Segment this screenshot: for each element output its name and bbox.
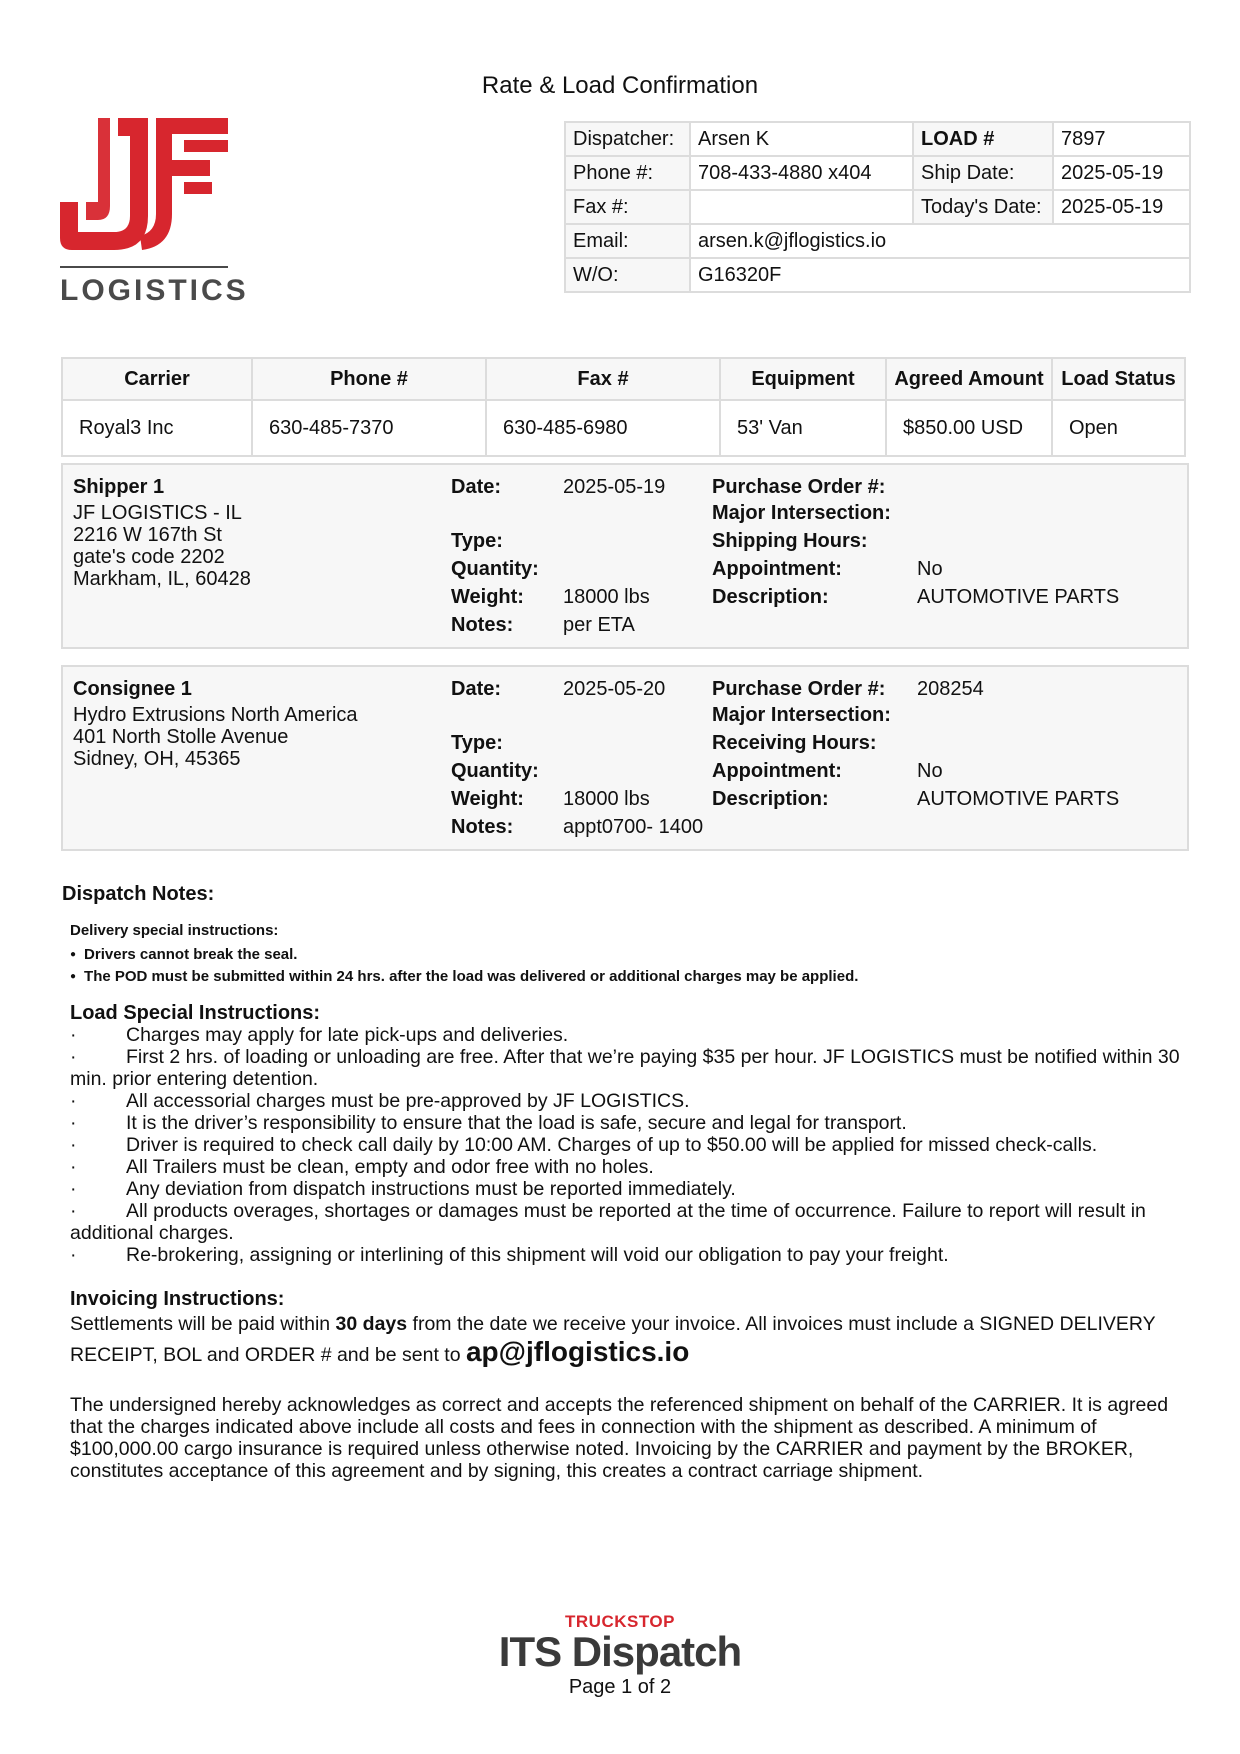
consignee-appointment-label: Appointment: xyxy=(712,760,842,782)
agreed-amount: $850.00 USD xyxy=(886,400,1052,456)
consignee-address: Hydro Extrusions North America 401 North Stolle Avenue Sidney, OH, 45365 xyxy=(73,704,358,770)
carrier-fax: 630-485-6980 xyxy=(486,400,720,456)
instruction-text: Driver is required to check call daily by 10:00 AM. Charges of up to $50.00 will be applied for missed check-calls. xyxy=(126,1134,1098,1156)
email-label: Email: xyxy=(565,224,690,258)
phone-value: 708-433-4880 x404 xyxy=(690,156,913,190)
dispatcher-value: Arsen K xyxy=(690,122,913,156)
invoice-email: ap@jflogistics.io xyxy=(465,1336,690,1367)
shipper-weight-label: Weight: xyxy=(451,586,524,608)
column-header-fax: Fax # xyxy=(486,358,720,400)
consignee-date-value: 2025-05-20 xyxy=(563,678,666,700)
shipper-notes-label: Notes: xyxy=(451,614,514,636)
bullet: · xyxy=(70,1024,77,1046)
shipper-date-value: 2025-05-19 xyxy=(563,476,666,498)
shipper-intersection-label: Major Intersection: xyxy=(712,502,891,524)
work-order-label: W/O: xyxy=(565,258,690,292)
bullet: · xyxy=(70,1046,77,1068)
list-item xyxy=(70,1134,1180,1156)
instruction-text: First 2 hrs. of loading or unloading are free. After that we’re paying $35 per hour. JF LOGISTICS must be notified within 30 min. prior entering detention. xyxy=(70,1046,1180,1090)
bullet: · xyxy=(70,1112,77,1134)
dispatcher-label: Dispatcher: xyxy=(565,122,690,156)
table-row xyxy=(565,156,1190,190)
its-dispatch-logo-text: ITS Dispatch xyxy=(498,1628,742,1675)
ship-date-value: 2025-05-19 xyxy=(1053,156,1190,190)
column-header-phone: Phone # xyxy=(252,358,486,400)
fax-value xyxy=(690,190,913,224)
list-item xyxy=(70,1200,1180,1244)
consignee-weight-value: 18000 lbs xyxy=(563,788,650,810)
carrier-equipment: 53' Van xyxy=(720,400,886,456)
carrier-table xyxy=(61,357,1186,457)
dispatch-notes-title: Dispatch Notes: xyxy=(62,883,215,905)
ship-date-label: Ship Date: xyxy=(913,156,1053,190)
list-item xyxy=(70,1244,1180,1266)
logo-wordmark: LOGISTICS xyxy=(60,274,249,307)
load-status: Open xyxy=(1052,400,1185,456)
table-row xyxy=(565,190,1190,224)
table-row xyxy=(565,224,1190,258)
list-item xyxy=(70,1156,1180,1178)
delivery-instructions-list xyxy=(70,946,858,990)
consignee-description-label: Description: xyxy=(712,788,829,810)
column-header-load-status: Load Status xyxy=(1052,358,1185,400)
consignee-notes-label: Notes: xyxy=(451,816,514,838)
instruction-text: Charges may apply for late pick-ups and deliveries. xyxy=(126,1024,569,1046)
invoicing-instructions-text xyxy=(70,1310,1180,1369)
carrier-name: Royal3 Inc xyxy=(62,400,252,456)
shipper-po-label: Purchase Order #: xyxy=(712,476,886,498)
shipper-address: JF LOGISTICS - IL 2216 W 167th St gate's code 2202 Markham, IL, 60428 xyxy=(73,502,251,590)
shipper-quantity-label: Quantity: xyxy=(451,558,539,580)
email-value: arsen.k@jflogistics.io xyxy=(690,224,1190,258)
page-number: Page 1 of 2 xyxy=(568,1676,672,1698)
fax-label: Fax #: xyxy=(565,190,690,224)
list-item xyxy=(70,1090,1180,1112)
instruction-text: All products overages, shortages or damages must be reported at the time of occurrence. Failure to report will result in additional charges. xyxy=(70,1200,1146,1244)
todays-date-value: 2025-05-19 xyxy=(1053,190,1190,224)
invoicing-text-before: Settlements will be paid within xyxy=(70,1313,336,1335)
bullet: · xyxy=(70,1178,77,1200)
load-number-value: 7897 xyxy=(1053,122,1190,156)
shipper-date-label: Date: xyxy=(451,476,502,498)
shipper-description-label: Description: xyxy=(712,586,829,608)
shipper-appointment-label: Appointment: xyxy=(712,558,842,580)
payment-terms: 30 days xyxy=(335,1313,408,1335)
work-order-value: G16320F xyxy=(690,258,1190,292)
consignee-notes-value: appt0700- 1400 xyxy=(563,816,704,838)
invoicing-text-after: from the date we receive your invoice. All invoices must include a SIGNED DELIVERY RECEIPT, BOL and ORDER # and be sent to xyxy=(70,1313,1156,1366)
list-item: ● Drivers cannot break the seal. xyxy=(70,946,858,968)
instruction-text: Re-brokering, assigning or interlining of this shipment will void our obligation to pay your freight. xyxy=(126,1244,949,1266)
consignee-description-value: AUTOMOTIVE PARTS xyxy=(917,788,1120,810)
bullet: · xyxy=(70,1156,77,1178)
list-item xyxy=(70,1024,1180,1046)
column-header-equipment: Equipment xyxy=(720,358,886,400)
shipper-appointment-value: No xyxy=(917,558,943,580)
instruction-text: It is the driver’s responsibility to ensure that the load is safe, secure and legal for transport. xyxy=(126,1112,907,1134)
bullet: · xyxy=(70,1090,77,1112)
table-header-row xyxy=(62,358,1185,400)
load-number-label: LOAD # xyxy=(913,122,1053,156)
load-special-instructions-title: Load Special Instructions: xyxy=(70,1002,321,1024)
truckstop-logo-text: TRUCKSTOP xyxy=(565,1612,675,1631)
document-title: Rate & Load Confirmation xyxy=(481,72,759,99)
instruction-text: All accessorial charges must be pre-approved by JF LOGISTICS. xyxy=(126,1090,690,1112)
shipper-type-label: Type: xyxy=(451,530,503,552)
dispatch-info-table xyxy=(564,121,1191,293)
consignee-section xyxy=(61,665,1189,851)
consignee-date-label: Date: xyxy=(451,678,502,700)
consignee-intersection-label: Major Intersection: xyxy=(712,704,891,726)
consignee-type-label: Type: xyxy=(451,732,503,754)
phone-label: Phone #: xyxy=(565,156,690,190)
instruction-text: Any deviation from dispatch instructions must be reported immediately. xyxy=(126,1178,736,1200)
shipper-notes-value: per ETA xyxy=(563,614,635,636)
todays-date-label: Today's Date: xyxy=(913,190,1053,224)
consignee-hours-label: Receiving Hours: xyxy=(712,732,877,754)
column-header-agreed-amount: Agreed Amount xyxy=(886,358,1052,400)
shipper-heading: Shipper 1 xyxy=(73,476,165,498)
delivery-instructions-subtitle: Delivery special instructions: xyxy=(70,922,279,939)
table-row xyxy=(565,258,1190,292)
bullet: · xyxy=(70,1200,77,1222)
carrier-phone: 630-485-7370 xyxy=(252,400,486,456)
invoicing-instructions-title: Invoicing Instructions: xyxy=(70,1288,285,1310)
consignee-weight-label: Weight: xyxy=(451,788,524,810)
acknowledgement-text: The undersigned hereby acknowledges as correct and accepts the referenced shipment on behalf of the CARRIER. It is agreed that the charges indicated above include all costs and fees in connection with the shipment as described. A minimum of $100,000.00 cargo insurance is required unless otherwise noted. Invoicing by the CARRIER and payment by the BROKER, constitutes acceptance of this agreement and by signing, this creates a contract carriage shipment. xyxy=(70,1394,1169,1482)
column-header-carrier: Carrier xyxy=(62,358,252,400)
shipper-hours-label: Shipping Hours: xyxy=(712,530,868,552)
list-item xyxy=(70,1046,1180,1090)
instruction-text: All Trailers must be clean, empty and odor free with no holes. xyxy=(126,1156,654,1178)
bullet: · xyxy=(70,1244,77,1266)
list-item: ● The POD must be submitted within 24 hrs. after the load was delivered or additional charges may be applied. xyxy=(70,968,858,990)
consignee-quantity-label: Quantity: xyxy=(451,760,539,782)
consignee-appointment-value: No xyxy=(917,760,943,782)
load-special-instructions-list xyxy=(70,1024,1180,1266)
consignee-po-label: Purchase Order #: xyxy=(712,678,886,700)
shipper-section xyxy=(61,463,1189,649)
shipper-description-value: AUTOMOTIVE PARTS xyxy=(917,586,1120,608)
table-row xyxy=(565,122,1190,156)
shipper-weight-value: 18000 lbs xyxy=(563,586,650,608)
bullet: · xyxy=(70,1134,77,1156)
consignee-po-value: 208254 xyxy=(917,678,984,700)
table-row xyxy=(62,400,1185,456)
consignee-heading: Consignee 1 xyxy=(73,678,192,700)
list-item xyxy=(70,1112,1180,1134)
list-item xyxy=(70,1178,1180,1200)
